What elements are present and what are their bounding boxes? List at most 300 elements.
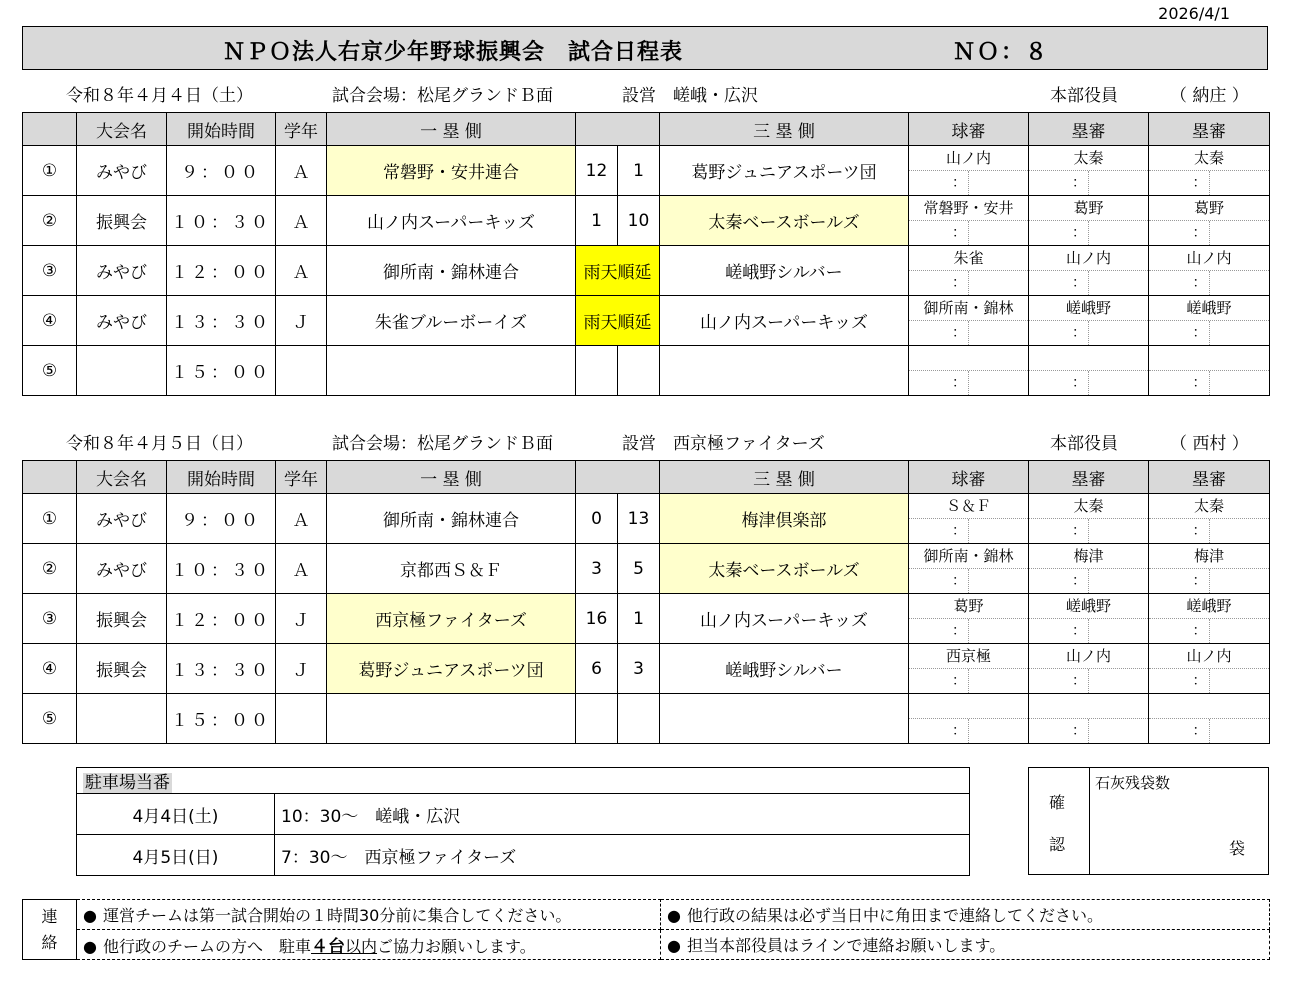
notes-label-cell xyxy=(23,900,77,960)
header-start-time: 開始時間 xyxy=(167,113,276,146)
confirmation-box xyxy=(1028,767,1269,875)
base-umpire-cell xyxy=(1029,494,1149,544)
day2-venue: 試合会場：松尾グランドＢ面 xyxy=(332,434,553,454)
grade: Ａ xyxy=(276,494,327,544)
base-umpire-team: 梅津 xyxy=(1149,544,1269,569)
grade xyxy=(276,694,327,744)
umpire-time-slot xyxy=(1149,619,1269,643)
start-time: １２：００ xyxy=(167,594,276,644)
confirmation-label-1: 確 xyxy=(1049,793,1066,812)
time-blank xyxy=(1209,321,1270,345)
start-time: １３：３０ xyxy=(167,644,276,694)
time-separator: ： xyxy=(1192,375,1207,391)
umpire-time-slot xyxy=(1029,371,1148,395)
umpire-time-slot xyxy=(909,569,1028,593)
time-separator: ： xyxy=(1072,175,1086,191)
time-separator: ： xyxy=(1192,523,1207,539)
document-number: ＮＯ：８ xyxy=(953,40,1050,65)
time-blank xyxy=(968,669,1028,693)
day1-date: 令和８年４月４日（土） xyxy=(66,86,253,106)
time-blank xyxy=(1209,271,1270,295)
first-base-team: 常磐野・安井連合 xyxy=(327,146,576,196)
bullet-icon: ● xyxy=(83,937,97,956)
time-separator: ： xyxy=(1072,673,1086,689)
score-third-base: 10 xyxy=(618,196,660,246)
time-blank xyxy=(1209,619,1270,643)
start-time: １５：００ xyxy=(167,346,276,396)
tournament-name: みやび xyxy=(77,494,167,544)
umpire-time-slot xyxy=(909,321,1028,345)
header-tournament: 大会名 xyxy=(77,461,167,494)
base-umpire-team: 太秦 xyxy=(1149,146,1269,171)
header-plate-umpire: 球審 xyxy=(909,461,1029,494)
plate-umpire-team: 朱雀 xyxy=(909,246,1028,271)
grade: Ｊ xyxy=(276,296,327,346)
plate-umpire-team: 常磐野・安井 xyxy=(909,196,1028,221)
header-tournament: 大会名 xyxy=(77,113,167,146)
plate-umpire-team: Ｓ＆Ｆ xyxy=(909,494,1028,519)
tournament-name xyxy=(77,694,167,744)
umpire-time-slot xyxy=(1149,171,1269,195)
time-blank xyxy=(1088,171,1148,195)
plate-umpire-cell xyxy=(909,146,1029,196)
score-third-base: 3 xyxy=(618,644,660,694)
umpire-time-slot xyxy=(1029,271,1148,295)
score-first-base: 6 xyxy=(576,644,618,694)
umpire-time-slot xyxy=(909,719,1028,743)
game-number: ⑤ xyxy=(23,346,77,396)
base-umpire-cell xyxy=(1149,346,1270,396)
time-separator: ： xyxy=(952,375,966,391)
time-blank xyxy=(968,371,1028,395)
base-umpire-team xyxy=(1029,346,1148,371)
grade: Ｊ xyxy=(276,594,327,644)
third-base-team: 山ノ内スーパーキッズ xyxy=(660,594,909,644)
parking-date-1: 4月4日(土) xyxy=(77,794,275,835)
umpire-time-slot xyxy=(1149,569,1269,593)
base-umpire-cell xyxy=(1029,544,1149,594)
day1-official: （ 納庄 ） xyxy=(1170,86,1249,106)
notes-label-1: 連 xyxy=(41,906,58,926)
parking-date-2: 4月5日(日) xyxy=(77,835,275,876)
base-umpire-cell xyxy=(1149,594,1270,644)
time-blank xyxy=(1209,221,1270,245)
grade xyxy=(276,346,327,396)
time-blank xyxy=(1088,221,1148,245)
header-third-base-side: 三 塁 側 xyxy=(660,461,909,494)
base-umpire-team xyxy=(1029,694,1148,719)
day1-setup: 設営 嵯峨・広沢 xyxy=(622,86,758,106)
game-number: ③ xyxy=(23,594,77,644)
note-item-2 xyxy=(77,930,661,960)
third-base-team: 太秦ベースボールズ xyxy=(660,544,909,594)
time-blank xyxy=(968,171,1028,195)
title-bar xyxy=(22,26,1268,70)
base-umpire-team: 山ノ内 xyxy=(1029,246,1148,271)
time-separator: ： xyxy=(1072,573,1086,589)
umpire-time-slot xyxy=(909,619,1028,643)
game-number: ② xyxy=(23,544,77,594)
plate-umpire-team xyxy=(909,694,1028,719)
plate-umpire-cell xyxy=(909,494,1029,544)
time-separator: ： xyxy=(1192,175,1207,191)
start-time: １５：００ xyxy=(167,694,276,744)
plate-umpire-cell xyxy=(909,296,1029,346)
umpire-time-slot xyxy=(1029,719,1148,743)
time-separator: ： xyxy=(1192,723,1207,739)
time-separator: ： xyxy=(952,225,966,241)
start-time: １３：３０ xyxy=(167,296,276,346)
plate-umpire-cell xyxy=(909,196,1029,246)
note-text-3: 他行政の結果は必ず当日中に角田まで連絡してください。 xyxy=(687,906,1104,925)
time-blank xyxy=(1088,619,1148,643)
base-umpire-team: 山ノ内 xyxy=(1149,246,1269,271)
third-base-team xyxy=(660,694,909,744)
tournament-name: 振興会 xyxy=(77,196,167,246)
time-separator: ： xyxy=(952,723,966,739)
day2-date: 令和８年４月５日（日） xyxy=(66,434,253,454)
day2-setup: 設営 西京極ファイターズ xyxy=(622,434,825,454)
lime-unit: 袋 xyxy=(1229,839,1246,858)
score-first-base: 1 xyxy=(576,196,618,246)
bullet-icon: ● xyxy=(667,936,681,955)
base-umpire-team: 嵯峨野 xyxy=(1029,296,1148,321)
confirmation-label-cell xyxy=(1029,768,1090,874)
base-umpire-cell xyxy=(1149,644,1270,694)
plate-umpire-team xyxy=(909,346,1028,371)
bullet-icon: ● xyxy=(667,906,681,925)
table-row xyxy=(23,196,1270,246)
start-time: １０：３０ xyxy=(167,544,276,594)
note-text-1: 運営チームは第一試合開始の１時間30分前に集合してください。 xyxy=(103,906,572,925)
parking-duty-label: 駐車場当番 xyxy=(85,773,170,793)
first-base-team xyxy=(327,694,576,744)
confirmation-label-2: 認 xyxy=(1049,835,1066,854)
time-blank xyxy=(1209,669,1270,693)
header-grade: 学年 xyxy=(276,461,327,494)
base-umpire-team: 梅津 xyxy=(1029,544,1148,569)
base-umpire-team: 太秦 xyxy=(1029,146,1148,171)
header-score xyxy=(576,461,660,494)
umpire-time-slot xyxy=(1149,669,1269,693)
first-base-team xyxy=(327,346,576,396)
umpire-time-slot xyxy=(1029,321,1148,345)
umpire-time-slot xyxy=(1149,371,1269,395)
third-base-team xyxy=(660,346,909,396)
base-umpire-cell xyxy=(1029,296,1149,346)
plate-umpire-cell xyxy=(909,346,1029,396)
umpire-time-slot xyxy=(1149,221,1269,245)
umpire-time-slot xyxy=(909,371,1028,395)
umpire-time-slot xyxy=(1149,519,1269,543)
plate-umpire-team: 葛野 xyxy=(909,594,1028,619)
plate-umpire-cell xyxy=(909,594,1029,644)
plate-umpire-cell xyxy=(909,544,1029,594)
start-time: ９：００ xyxy=(167,146,276,196)
time-separator: ： xyxy=(1072,723,1086,739)
first-base-team: 葛野ジュニアスポーツ団 xyxy=(327,644,576,694)
base-umpire-team: 葛野 xyxy=(1149,196,1269,221)
time-blank xyxy=(968,221,1028,245)
score-third-base xyxy=(618,346,660,396)
umpire-time-slot xyxy=(909,669,1028,693)
game-number: ④ xyxy=(23,644,77,694)
time-separator: ： xyxy=(952,573,966,589)
game-number: ⑤ xyxy=(23,694,77,744)
score-third-base: 1 xyxy=(618,146,660,196)
header-base-umpire-2: 塁審 xyxy=(1149,461,1270,494)
tournament-name: みやび xyxy=(77,544,167,594)
day2-official-label: 本部役員 xyxy=(1050,434,1118,454)
game-number: ① xyxy=(23,146,77,196)
parking-detail-2: 7：30～ 西京極ファイターズ xyxy=(275,835,970,876)
grade: Ａ xyxy=(276,246,327,296)
time-separator: ： xyxy=(1192,325,1207,341)
time-separator: ： xyxy=(1072,523,1086,539)
time-separator: ： xyxy=(1072,375,1086,391)
header-number xyxy=(23,461,77,494)
header-first-base-side: 一 塁 側 xyxy=(327,113,576,146)
header-base-umpire-1: 塁審 xyxy=(1029,461,1149,494)
parking-duty-table xyxy=(76,767,970,876)
table-row xyxy=(23,246,1270,296)
first-base-team: 御所南・錦林連合 xyxy=(327,494,576,544)
plate-umpire-cell xyxy=(909,246,1029,296)
time-blank xyxy=(1088,569,1148,593)
plate-umpire-cell xyxy=(909,694,1029,744)
tournament-name: みやび xyxy=(77,296,167,346)
note-text-2-underline: 以内 xyxy=(345,937,378,956)
time-separator: ： xyxy=(1192,225,1207,241)
day2-official: （ 西村 ） xyxy=(1170,434,1249,454)
table-row xyxy=(23,544,1270,594)
page-title: ＮＰＯ法人右京少年野球振興会 試合日程表 xyxy=(223,40,684,65)
score-first-base: 3 xyxy=(576,544,618,594)
base-umpire-cell xyxy=(1029,196,1149,246)
game-number: ③ xyxy=(23,246,77,296)
document-date: 2026/4/1 xyxy=(1158,4,1230,23)
base-umpire-team: 太秦 xyxy=(1149,494,1269,519)
plate-umpire-team: 御所南・錦林 xyxy=(909,544,1028,569)
rain-postponed-badge: 雨天順延 xyxy=(576,296,660,346)
time-blank xyxy=(968,321,1028,345)
base-umpire-cell xyxy=(1149,296,1270,346)
first-base-team: 京都西Ｓ＆Ｆ xyxy=(327,544,576,594)
score-third-base: 5 xyxy=(618,544,660,594)
base-umpire-cell xyxy=(1029,644,1149,694)
note-text-2-pre: 他行政のチームの方へ 駐車 xyxy=(103,937,312,956)
time-blank xyxy=(968,719,1028,743)
umpire-time-slot xyxy=(909,271,1028,295)
header-start-time: 開始時間 xyxy=(167,461,276,494)
plate-umpire-team: 山ノ内 xyxy=(909,146,1028,171)
score-first-base: 12 xyxy=(576,146,618,196)
parking-detail-1: 10：30～ 嵯峨・広沢 xyxy=(275,794,970,835)
table-row xyxy=(23,346,1270,396)
grade: Ｊ xyxy=(276,644,327,694)
game-number: ④ xyxy=(23,296,77,346)
tournament-name xyxy=(77,346,167,396)
first-base-team: 朱雀ブルーボーイズ xyxy=(327,296,576,346)
parking-duty-header xyxy=(77,768,970,794)
base-umpire-cell xyxy=(1029,346,1149,396)
day1-official-label: 本部役員 xyxy=(1050,86,1118,106)
time-blank xyxy=(1088,271,1148,295)
umpire-time-slot xyxy=(1029,669,1148,693)
third-base-team: 嵯峨野シルバー xyxy=(660,246,909,296)
umpire-time-slot xyxy=(1029,569,1148,593)
time-blank xyxy=(1209,719,1270,743)
base-umpire-team xyxy=(1149,346,1269,371)
time-separator: ： xyxy=(1072,623,1086,639)
base-umpire-team: 葛野 xyxy=(1029,196,1148,221)
time-blank xyxy=(1088,321,1148,345)
table-row xyxy=(23,694,1270,744)
base-umpire-team xyxy=(1149,694,1269,719)
time-separator: ： xyxy=(952,275,966,291)
time-separator: ： xyxy=(952,623,966,639)
time-blank xyxy=(1088,371,1148,395)
day1-venue: 試合会場：松尾グランドＢ面 xyxy=(332,86,553,106)
time-blank xyxy=(968,519,1028,543)
note-item-1 xyxy=(77,900,661,930)
umpire-time-slot xyxy=(1149,719,1269,743)
base-umpire-cell xyxy=(1029,594,1149,644)
rain-postponed-badge: 雨天順延 xyxy=(576,246,660,296)
time-separator: ： xyxy=(1192,623,1207,639)
note-item-4 xyxy=(661,930,1270,960)
time-separator: ： xyxy=(1072,275,1086,291)
tournament-name: みやび xyxy=(77,246,167,296)
score-third-base xyxy=(618,694,660,744)
time-blank xyxy=(1209,371,1270,395)
plate-umpire-cell xyxy=(909,644,1029,694)
game-number: ② xyxy=(23,196,77,246)
start-time: １０：３０ xyxy=(167,196,276,246)
plate-umpire-team: 西京極 xyxy=(909,644,1028,669)
score-first-base xyxy=(576,694,618,744)
header-plate-umpire: 球審 xyxy=(909,113,1029,146)
header-base-umpire-2: 塁審 xyxy=(1149,113,1270,146)
base-umpire-cell xyxy=(1029,246,1149,296)
time-blank xyxy=(1088,519,1148,543)
table-row xyxy=(23,644,1270,694)
umpire-time-slot xyxy=(1029,619,1148,643)
table-header-row xyxy=(23,461,1270,494)
table-row xyxy=(23,594,1270,644)
time-blank xyxy=(1209,171,1270,195)
umpire-time-slot xyxy=(1149,321,1269,345)
umpire-time-slot xyxy=(909,171,1028,195)
bullet-icon: ● xyxy=(83,906,97,925)
header-grade: 学年 xyxy=(276,113,327,146)
third-base-team: 山ノ内スーパーキッズ xyxy=(660,296,909,346)
base-umpire-team: 太秦 xyxy=(1029,494,1148,519)
first-base-team: 御所南・錦林連合 xyxy=(327,246,576,296)
base-umpire-cell xyxy=(1149,146,1270,196)
plate-umpire-team: 御所南・錦林 xyxy=(909,296,1028,321)
base-umpire-team: 嵯峨野 xyxy=(1149,296,1269,321)
grade: Ａ xyxy=(276,146,327,196)
time-blank xyxy=(1088,719,1148,743)
time-blank xyxy=(968,569,1028,593)
grade: Ａ xyxy=(276,196,327,246)
base-umpire-cell xyxy=(1149,694,1270,744)
third-base-team: 葛野ジュニアスポーツ団 xyxy=(660,146,909,196)
base-umpire-team: 山ノ内 xyxy=(1029,644,1148,669)
table-row xyxy=(23,494,1270,544)
score-third-base: 13 xyxy=(618,494,660,544)
first-base-team: 西京極ファイターズ xyxy=(327,594,576,644)
base-umpire-team: 山ノ内 xyxy=(1149,644,1269,669)
base-umpire-cell xyxy=(1149,494,1270,544)
note-text-2-emphasis: ４台 xyxy=(311,937,346,957)
score-first-base: 16 xyxy=(576,594,618,644)
time-separator: ： xyxy=(952,175,966,191)
grade: Ａ xyxy=(276,544,327,594)
base-umpire-team: 嵯峨野 xyxy=(1149,594,1269,619)
time-separator: ： xyxy=(1192,673,1207,689)
time-blank xyxy=(1088,669,1148,693)
time-separator: ： xyxy=(1072,225,1086,241)
time-separator: ： xyxy=(1192,275,1207,291)
umpire-time-slot xyxy=(1149,271,1269,295)
umpire-time-slot xyxy=(1029,171,1148,195)
header-base-umpire-1: 塁審 xyxy=(1029,113,1149,146)
score-first-base xyxy=(576,346,618,396)
umpire-time-slot xyxy=(909,221,1028,245)
base-umpire-cell xyxy=(1029,694,1149,744)
score-first-base: 0 xyxy=(576,494,618,544)
start-time: ９：００ xyxy=(167,494,276,544)
third-base-team: 嵯峨野シルバー xyxy=(660,644,909,694)
third-base-team: 梅津倶楽部 xyxy=(660,494,909,544)
base-umpire-cell xyxy=(1029,146,1149,196)
time-separator: ： xyxy=(952,673,966,689)
umpire-time-slot xyxy=(1029,519,1148,543)
table-header-row xyxy=(23,113,1270,146)
time-blank xyxy=(968,619,1028,643)
base-umpire-cell xyxy=(1149,544,1270,594)
lime-remaining-label: 石灰残袋数 xyxy=(1095,774,1171,792)
umpire-time-slot xyxy=(1029,221,1148,245)
time-separator: ： xyxy=(1192,573,1207,589)
header-first-base-side: 一 塁 側 xyxy=(327,461,576,494)
header-number xyxy=(23,113,77,146)
note-text-4: 担当本部役員はラインで連絡お願いします。 xyxy=(687,936,1006,955)
base-umpire-cell xyxy=(1149,246,1270,296)
header-third-base-side: 三 塁 側 xyxy=(660,113,909,146)
umpire-time-slot xyxy=(909,519,1028,543)
third-base-team: 太秦ベースボールズ xyxy=(660,196,909,246)
first-base-team: 山ノ内スーパーキッズ xyxy=(327,196,576,246)
time-separator: ： xyxy=(952,523,966,539)
time-separator: ： xyxy=(952,325,966,341)
table-row xyxy=(23,296,1270,346)
notes-label-2: 絡 xyxy=(41,932,58,952)
notes-table xyxy=(22,899,1270,960)
score-third-base: 1 xyxy=(618,594,660,644)
time-separator: ： xyxy=(1072,325,1086,341)
time-blank xyxy=(1209,569,1270,593)
schedule-table-day1 xyxy=(22,112,1270,396)
tournament-name: 振興会 xyxy=(77,644,167,694)
time-blank xyxy=(1209,519,1270,543)
game-number: ① xyxy=(23,494,77,544)
note-item-3 xyxy=(661,900,1270,930)
time-blank xyxy=(968,271,1028,295)
tournament-name: みやび xyxy=(77,146,167,196)
